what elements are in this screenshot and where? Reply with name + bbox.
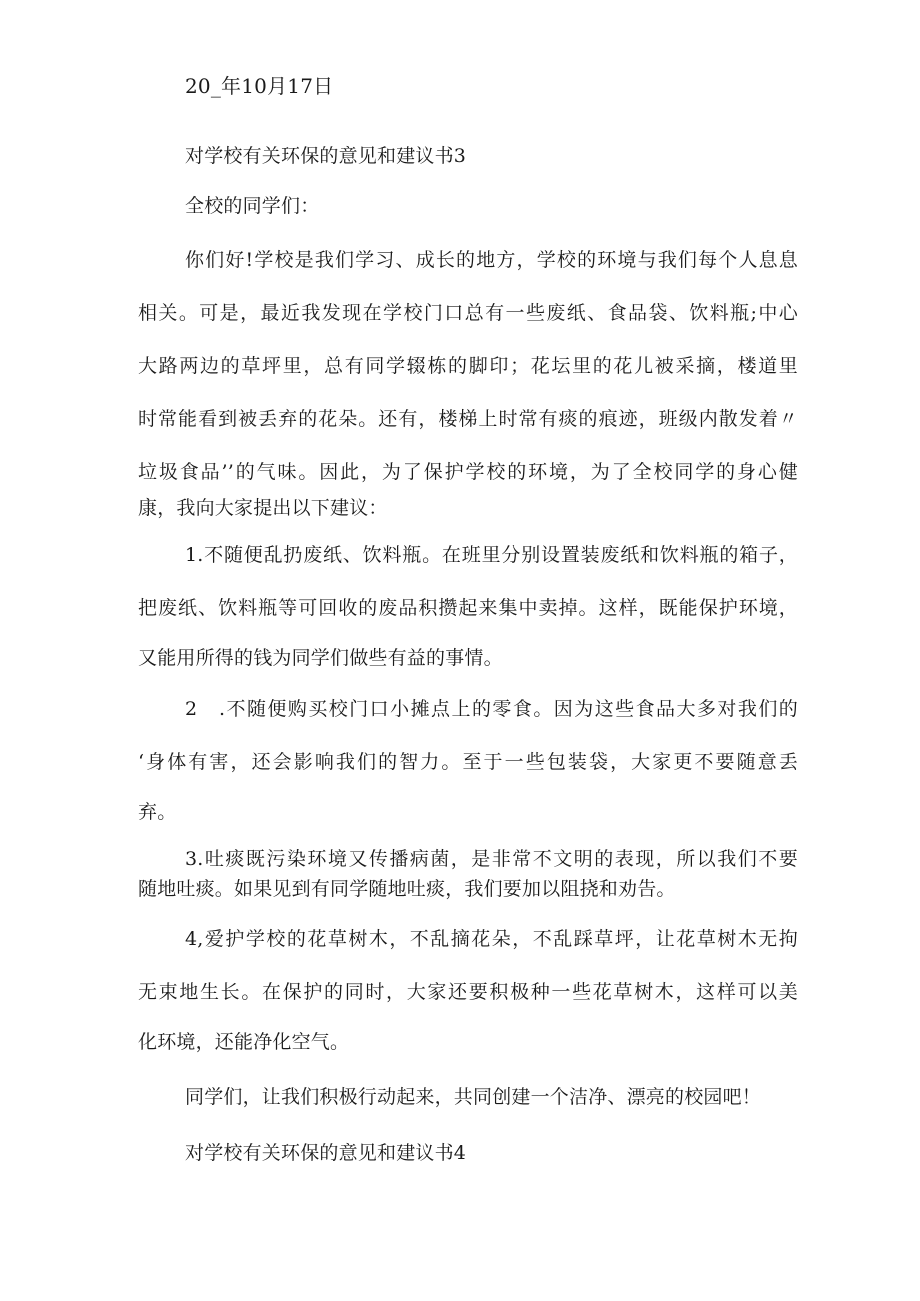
document-date: 20_年10月17日 bbox=[185, 74, 334, 98]
point-2-line: ‘身体有害，还会影响我们的智力。至于一些包装袋，大家更不要随意丢 bbox=[138, 751, 798, 773]
point-2-line: 弃。 bbox=[138, 801, 177, 823]
point-1-line: 把废纸、饮料瓶等可回收的废品积攒起来集中卖掉。这样，既能保护环境， bbox=[138, 597, 798, 619]
greeting: 全校的同学们： bbox=[185, 195, 320, 217]
point-4-line: 4,爱护学校的花草树木，不乱摘花朵，不乱踩草坪，让花草树木无拘 bbox=[185, 928, 798, 950]
point-1-line: 又能用所得的钱为同学们做些有益的事情。 bbox=[138, 647, 503, 669]
closing-line: 同学们，让我们积极行动起来，共同创建一个洁净、漂亮的校园吧！ bbox=[185, 1086, 762, 1108]
point-1-line: 1.不随便乱扔废纸、饮料瓶。在班里分别设置装废纸和饮料瓶的箱子， bbox=[185, 544, 798, 566]
intro-line: 大路两边的草坪里，总有同学辍栋的脚印；花坛里的花儿被采摘，楼道里 bbox=[138, 355, 798, 377]
intro-line: 垃圾食品’’的气味。因此，为了保护学校的环境，为了全校同学的身心健 bbox=[138, 461, 798, 483]
intro-line: 你们好!学校是我们学习、成长的地方，学校的环境与我们每个人息息 bbox=[185, 249, 798, 271]
point-4-line: 无束地生长。在保护的同时，大家还要积极种一些花草树木，这样可以美 bbox=[138, 981, 798, 1003]
point-3-line: 随地吐痰。如果见到有同学随地吐痰，我们要加以阻挠和劝告。 bbox=[138, 878, 676, 900]
section-title-3: 对学校有关环保的意见和建议书3 bbox=[185, 145, 467, 167]
point-4-line: 化环境，还能净化空气。 bbox=[138, 1031, 350, 1053]
intro-line: 相关。可是，最近我发现在学校门口总有一些废纸、食品袋、饮料瓶;中心 bbox=[138, 302, 798, 324]
intro-line: 康，我向大家提出以下建议： bbox=[138, 497, 388, 519]
point-2-line: 2 .不随便购买校门口小摊点上的零食。因为这些食品大多对我们的 bbox=[185, 698, 798, 720]
point-3-line: 3.吐痰既污染环境又传播病菌，是非常不文明的表现，所以我们不要 bbox=[185, 848, 798, 870]
intro-line: 时常能看到被丢弃的花朵。还有，楼梯上时常有痰的痕迹，班级内散发着〃 bbox=[138, 408, 798, 430]
section-title-4: 对学校有关环保的意见和建议书4 bbox=[185, 1142, 467, 1164]
